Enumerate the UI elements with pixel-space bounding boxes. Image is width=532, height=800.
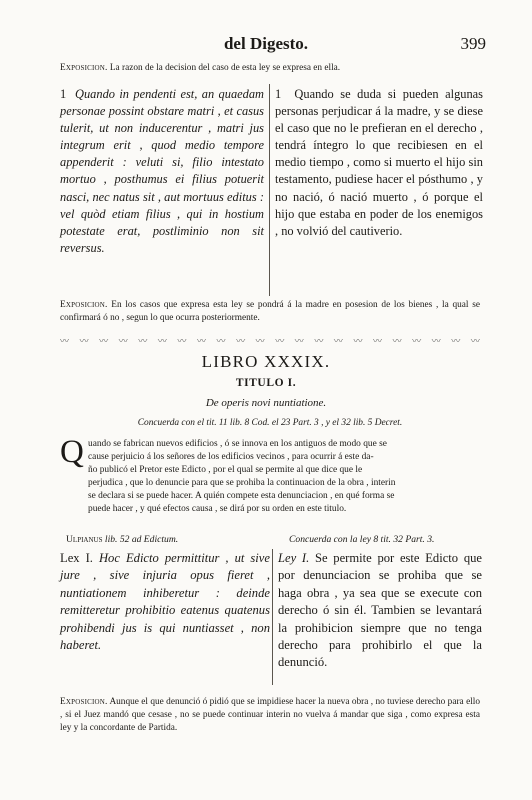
ornament-glyph: 〰 [138, 336, 148, 346]
ornament-glyph: 〰 [275, 336, 285, 346]
drop-cap: Q [60, 434, 84, 470]
note-text: En los casos que expresa esta ley se pondrá á la madre en posesion de los bienes , la qual se confirmará ó no , segun lo que ocurra posteriormente. [60, 300, 480, 323]
exposition-note-2 [60, 299, 480, 325]
ornament-glyph: 〰 [333, 336, 343, 346]
latin-number: 1 [60, 87, 67, 101]
latin-column-1 [60, 86, 264, 257]
title-subject: De operis novi nuntiatione. [205, 397, 327, 409]
intro-lines [88, 438, 482, 516]
intro-line: uando se fabrican nuevos edificios , ó se innova en los antiguos de modo que se [88, 439, 387, 449]
title-heading: TITULO I. [235, 377, 297, 389]
column-divider [269, 84, 270, 296]
attribution-author: Ulpianus [66, 534, 103, 545]
latin-paragraph-1 [60, 86, 264, 257]
note-lead: Exposicion. [60, 697, 108, 707]
ley-lead: Ley I. [278, 551, 310, 565]
exposition-note-3 [60, 696, 480, 735]
lex-lead: Lex I. [60, 551, 93, 565]
exposition-note-1 [60, 62, 480, 75]
page-number: 399 [460, 34, 486, 53]
ornament-glyph: 〰 [373, 336, 383, 346]
intro-line: perjudica , que lo denuncie para que se prohiba la continuacion de la obra , interin [88, 478, 396, 488]
attribution-left [66, 534, 178, 545]
ornament-glyph: 〰 [412, 336, 422, 346]
ornament-glyph: 〰 [99, 336, 109, 346]
ornament-glyph: 〰 [216, 336, 226, 346]
intro-line: puede hacer , y qué efectos causa , se dirá por su orden en este titulo. [88, 504, 347, 514]
spanish-number: 1 [275, 87, 282, 101]
ornament-glyph: 〰 [157, 336, 167, 346]
ornament-glyph: 〰 [431, 336, 441, 346]
ornamental-divider [60, 336, 480, 346]
ornament-glyph: 〰 [451, 336, 461, 346]
ornament-glyph: 〰 [177, 336, 187, 346]
attribution-right: Concuerda con la ley 8 tit. 32 Part. 3. [289, 534, 435, 545]
intro-line: se declara si se puede hacer. A quién compete esta denunciacion , en qué forma se [88, 491, 395, 501]
spanish-column-1 [275, 86, 483, 240]
concordance-line: Concuerda con el tit. 11 lib. 8 Cod. el 23 Part. 3 , y el 32 lib. 5 Decret. [137, 418, 403, 428]
intro-paragraph [60, 434, 482, 516]
book-title: LIBRO XXXIX. [201, 352, 331, 371]
spanish-text: Quando se duda si pueden algunas personas perjudicar á la madre, y se diese el caso que no le prefieran en el derecho , tendrá íntegro lo que recibiesen en el medio tiempo , como si muerto el hijo sin testamento, pudiese hacer el pósthumo , y no nació, ó nació muerto , ó porque el hijo que estaba en poder de los enemigos , no volvió del cautiverio. [275, 87, 483, 238]
latin-paragraph-2 [60, 550, 270, 654]
note-lead: Exposicion. [60, 63, 108, 73]
ornament-glyph: 〰 [294, 336, 304, 346]
ornament-glyph: 〰 [314, 336, 324, 346]
spanish-paragraph-2 [278, 550, 482, 672]
latin-text: Quando in pendenti est, an quaedam personae possint obstare matri , et casus tulerit, ut non inducerentur , matri jus integrum erit , quod medio tempore appenderit : veluti si, filio intestato mortuo , posthumus ei filius potuerit nasci, nec natus sit , aut mortuus editus : vel quòd etiam filius , qui in hostium potestate erat, postliminio non sit reversus. [60, 87, 264, 255]
ornament-glyph: 〰 [236, 336, 246, 346]
intro-line: cause perjuicio á los señores de los edificios vecinos , para ocurrir á este da- [88, 452, 374, 462]
note-text: Aunque el que denunció ó pidió que se impidiese hacer la nueva obra , no tuviese derecho para ello , si el Juez mandó que cesase , no se puede continuar interin no vuelva á mandar que siga , como expresa esta ley y la concordante de Partida. [60, 697, 481, 733]
ornament-glyph: 〰 [79, 336, 89, 346]
ornament-glyph: 〰 [353, 336, 363, 346]
running-title: del Digesto. [223, 34, 309, 53]
attribution-reference: lib. 52 ad Edictum. [102, 534, 179, 545]
ornament-glyph: 〰 [60, 336, 70, 346]
spanish-column-2 [278, 550, 482, 672]
ornament-glyph: 〰 [392, 336, 402, 346]
ornament-glyph: 〰 [255, 336, 265, 346]
ornament-glyph: 〰 [470, 336, 480, 346]
ornament-glyph: 〰 [196, 336, 206, 346]
lex-text: Hoc Edicto permittitur , ut sive jure , sive injuria opus fieret , nuntiationem inhiberetur : deinde remitteretur prohibitio eatenus quatenus prohibendi jus is qui nuntiasset , non haberet. [60, 551, 270, 653]
ley-text: Se permite por este Edicto que por denunciacion se prohiba que se haga obra , ya sea que se execute con derecho ó sin él. Tambien se levantará la prohibicion siempre que no tenga derecho para prohibirlo el que la denunció. [278, 551, 482, 670]
note-text: La razon de la decision del caso de esta ley se expresa en ella. [109, 63, 341, 73]
latin-column-2 [60, 550, 270, 654]
column-divider-2 [272, 549, 273, 685]
running-head [0, 34, 532, 56]
ornament-glyph: 〰 [118, 336, 128, 346]
intro-line: ño publicó el Pretor este Edicto , por el qual se permite al que dice que le [88, 465, 363, 475]
spanish-paragraph-1 [275, 86, 483, 240]
note-lead: Exposicion. [60, 300, 108, 310]
